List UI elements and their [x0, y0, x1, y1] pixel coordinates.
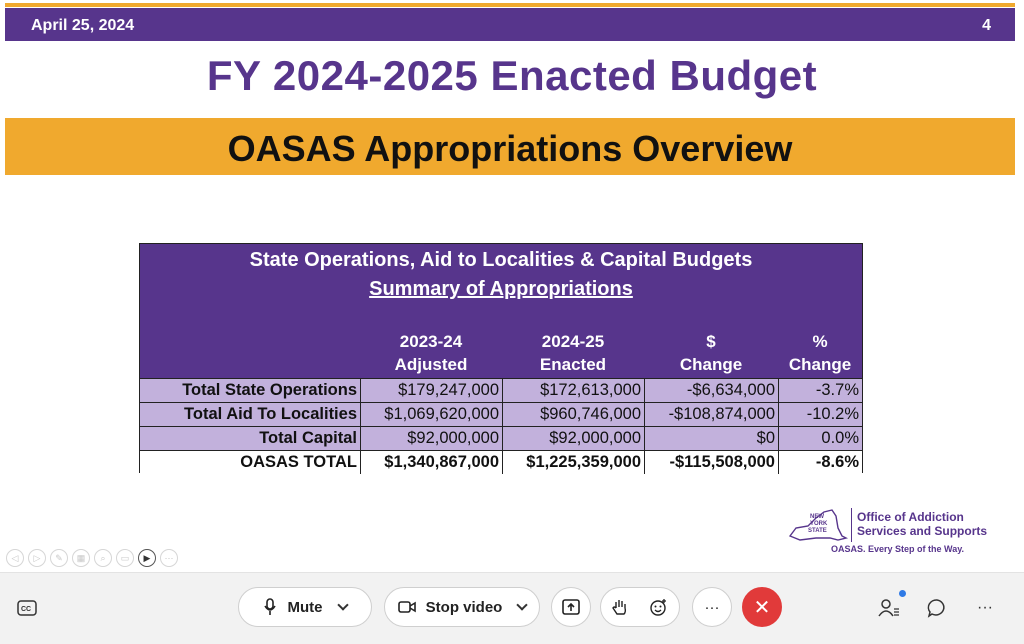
pen-icon[interactable]: ✎ — [50, 549, 68, 567]
slide-nav-controls — [6, 549, 178, 567]
slide-page-number: 4 — [982, 17, 991, 34]
cell-enacted: $172,613,000 — [502, 379, 644, 402]
chat-button[interactable] — [926, 597, 948, 619]
agency-name-line: Office of Addiction — [857, 510, 964, 524]
slide-header-bar — [5, 8, 1015, 41]
column-header-line: Change — [788, 355, 852, 374]
cell-adjusted: $92,000,000 — [360, 427, 502, 450]
row-label: Total State Operations — [182, 381, 357, 399]
more-horizontal-icon: ··· — [977, 599, 993, 616]
cell-percent-change: -10.2% — [778, 403, 862, 426]
participants-icon — [878, 598, 900, 618]
slide-subtitle: OASAS Appropriations Overview — [227, 128, 793, 169]
participants-button[interactable] — [878, 597, 900, 619]
column-header-line: 2024-25 — [541, 332, 605, 351]
raise-hand-icon[interactable] — [612, 598, 628, 616]
reactions-group — [600, 587, 680, 627]
column-header-line: Change — [679, 355, 743, 374]
cell-dollar-change: -$108,874,000 — [644, 403, 778, 426]
cell-dollar-change: -$115,508,000 — [644, 451, 778, 474]
camera-icon[interactable]: ▶ — [138, 549, 156, 567]
cell-adjusted: $179,247,000 — [360, 379, 502, 402]
stop-video-label: Stop video — [425, 598, 503, 616]
cell-dollar-change: $0 — [644, 427, 778, 450]
table-header — [140, 244, 862, 378]
table-row-total — [140, 450, 862, 474]
more-options-button[interactable]: ··· — [692, 587, 732, 627]
table-row-state-operations — [140, 378, 862, 402]
cell-enacted: $960,746,000 — [502, 403, 644, 426]
cell-percent-change: -3.7% — [778, 379, 862, 402]
cell-percent-change: 0.0% — [778, 427, 862, 450]
share-button[interactable] — [551, 587, 591, 627]
cell-enacted: $92,000,000 — [502, 427, 644, 450]
notification-badge — [899, 590, 906, 597]
zoom-icon[interactable]: ⌕ — [94, 549, 112, 567]
column-header-dollar-change — [644, 330, 778, 376]
column-header-line: $ — [706, 332, 716, 351]
cell-percent-change: -8.6% — [778, 451, 862, 474]
more-options-icon[interactable]: ⋯ — [160, 549, 178, 567]
column-header-adjusted — [360, 330, 502, 376]
logo-divider — [851, 508, 852, 542]
svg-text:CC: CC — [21, 606, 32, 613]
previous-slide-icon[interactable]: ◁ — [6, 549, 24, 567]
cell-adjusted: $1,069,620,000 — [360, 403, 502, 426]
agency-name-line: Services and Supports — [857, 524, 988, 538]
row-label: Total Aid To Localities — [184, 405, 357, 423]
column-header-enacted — [502, 330, 644, 376]
subtitles-icon[interactable]: ▭ — [116, 549, 134, 567]
share-screen-icon — [562, 599, 580, 615]
cell-adjusted: $1,340,867,000 — [360, 451, 502, 474]
table-title: State Operations, Aid to Localities & Capital Budgets — [249, 249, 753, 271]
svg-text:NEW: NEW — [810, 514, 824, 520]
slide-title: FY 2024-2025 Enacted Budget — [206, 52, 818, 99]
mute-label: Mute — [287, 598, 323, 616]
column-header-line: Adjusted — [394, 355, 468, 374]
new-york-state-map-icon — [786, 506, 850, 546]
agency-name — [857, 510, 987, 538]
oasas-logo — [786, 502, 1006, 560]
chevron-down-icon[interactable] — [337, 599, 348, 610]
video-camera-icon — [398, 600, 416, 614]
cc-icon — [17, 600, 37, 616]
cell-enacted: $1,225,359,000 — [502, 451, 644, 474]
slide-date: April 25, 2024 — [31, 17, 135, 34]
stop-video-button[interactable] — [384, 587, 540, 627]
slides-grid-icon[interactable]: ▦ — [72, 549, 90, 567]
top-accent-line — [5, 3, 1015, 7]
table-row-aid-to-localities — [140, 402, 862, 426]
closed-captions-button[interactable] — [16, 597, 38, 619]
svg-text:YORK: YORK — [810, 521, 828, 527]
column-header-line: Enacted — [539, 355, 607, 374]
table-row-capital — [140, 426, 862, 450]
next-slide-icon[interactable]: ▷ — [28, 549, 46, 567]
subtitle-bar — [5, 118, 1015, 175]
chat-bubble-icon — [927, 598, 947, 618]
appropriations-table — [139, 243, 863, 473]
column-header-line: 2023-24 — [399, 332, 463, 351]
svg-text:STATE: STATE — [808, 528, 827, 534]
mute-button[interactable] — [238, 587, 372, 627]
more-menu-button[interactable] — [974, 597, 996, 619]
cell-dollar-change: -$6,634,000 — [644, 379, 778, 402]
row-label: Total Capital — [259, 429, 357, 447]
emoji-reaction-icon[interactable] — [650, 598, 668, 616]
leave-meeting-button[interactable]: ✕ — [742, 587, 782, 627]
column-header-percent-change — [778, 330, 862, 376]
column-header-line: % — [812, 332, 828, 351]
chevron-down-icon[interactable] — [517, 599, 528, 610]
meeting-toolbar — [0, 572, 1024, 644]
row-label: OASAS TOTAL — [240, 453, 357, 471]
table-subtitle: Summary of Appropriations — [369, 278, 633, 300]
agency-tagline: OASAS. Every Step of the Way. — [831, 544, 965, 554]
microphone-icon — [264, 598, 276, 616]
